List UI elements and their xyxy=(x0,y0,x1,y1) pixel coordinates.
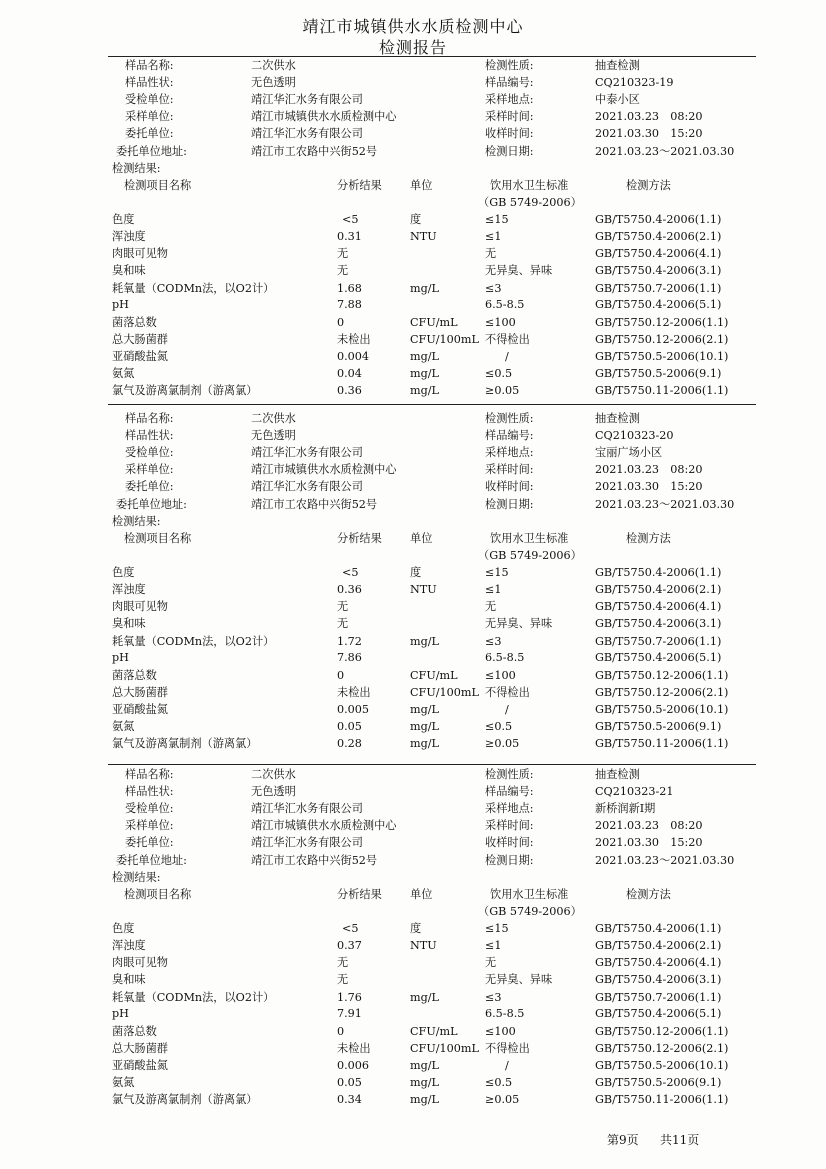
row-result-value: 7.91 xyxy=(337,1007,362,1020)
sampling-time-value: 2021.03.23 08:20 xyxy=(595,819,703,832)
row-result-value: 0.36 xyxy=(337,384,362,397)
row-method: GB/T5750.4-2006(2.1) xyxy=(595,230,722,243)
row-item-name: 浑浊度 xyxy=(112,583,146,596)
row-unit: mg/L xyxy=(410,1076,439,1089)
row-result-value: 无 xyxy=(337,247,349,260)
row-item-name: 亚硝酸盐氮 xyxy=(112,350,168,363)
row-unit: mg/L xyxy=(410,635,439,648)
results-label: 检测结果: xyxy=(112,515,161,528)
report-subtitle: 检测报告 xyxy=(378,38,447,57)
column-header-item: 检测项目名称 xyxy=(124,888,192,901)
column-header-result: 分析结果 xyxy=(337,532,382,545)
sampling-time-label: 采样时间: xyxy=(485,463,534,476)
sample-state-value: 无色透明 xyxy=(251,76,296,89)
row-item-name: 氨氮 xyxy=(112,367,135,380)
sampling-site-label: 采样地点: xyxy=(485,93,534,106)
row-item-name: pH xyxy=(112,651,129,664)
row-standard: 6.5-8.5 xyxy=(485,651,525,664)
row-standard: ≤15 xyxy=(485,922,509,935)
row-method: GB/T5750.12-2006(1.1) xyxy=(595,1025,729,1038)
receipt-time-label: 收样时间: xyxy=(485,836,534,849)
client-unit-value: 靖江华汇水务有限公司 xyxy=(251,836,363,849)
row-item-name: 耗氧量（CODMn法，以O2计） xyxy=(112,282,275,295)
inspected-unit-label: 受检单位: xyxy=(125,446,174,459)
client-address-label: 委托单位地址: xyxy=(116,498,187,511)
receipt-time-value: 2021.03.30 15:20 xyxy=(595,836,703,849)
row-method: GB/T5750.4-2006(1.1) xyxy=(595,566,722,579)
sampling-site-value: 新桥润新Ⅰ期 xyxy=(595,802,656,815)
inspected-unit-value: 靖江华汇水务有限公司 xyxy=(251,802,363,815)
row-item-name: 耗氧量（CODMn法，以O2计） xyxy=(112,991,275,1004)
row-standard: ≤0.5 xyxy=(485,720,513,733)
sample-section xyxy=(0,768,826,1122)
row-unit: CFU/mL xyxy=(410,669,458,682)
row-method: GB/T5750.4-2006(4.1) xyxy=(595,956,722,969)
sampling-unit-label: 采样单位: xyxy=(125,463,174,476)
column-header-standard-ref: （GB 5749-2006） xyxy=(478,196,582,209)
row-standard: ≥0.05 xyxy=(485,737,520,750)
row-result-value: 无 xyxy=(337,617,349,630)
row-result-value: 1.76 xyxy=(337,991,362,1004)
row-unit: mg/L xyxy=(410,282,439,295)
row-unit: mg/L xyxy=(410,703,439,716)
row-standard: ≤0.5 xyxy=(485,1076,513,1089)
test-nature-label: 检测性质: xyxy=(485,412,534,425)
row-result-value: 未检出 xyxy=(337,333,371,346)
results-label: 检测结果: xyxy=(112,871,161,884)
row-item-name: 浑浊度 xyxy=(112,939,146,952)
row-result-value: 0.36 xyxy=(337,583,362,596)
row-item-name: 臭和味 xyxy=(112,973,146,986)
results-label: 检测结果: xyxy=(112,162,161,175)
row-result-value: 7.86 xyxy=(337,651,362,664)
row-standard: 6.5-8.5 xyxy=(485,1007,525,1020)
row-method: GB/T5750.4-2006(4.1) xyxy=(595,600,722,613)
row-standard: 无 xyxy=(485,600,497,613)
sample-name-value: 二次供水 xyxy=(251,59,296,72)
row-item-name: 浑浊度 xyxy=(112,230,146,243)
test-nature-label: 检测性质: xyxy=(485,768,534,781)
row-method: GB/T5750.5-2006(9.1) xyxy=(595,367,722,380)
sample-name-value: 二次供水 xyxy=(251,768,296,781)
column-header-result: 分析结果 xyxy=(337,888,382,901)
row-method: GB/T5750.4-2006(2.1) xyxy=(595,939,722,952)
column-header-standard: 饮用水卫生标准 xyxy=(490,532,569,545)
row-item-name: 色度 xyxy=(112,922,135,935)
row-result-value: 1.72 xyxy=(337,635,362,648)
row-method: GB/T5750.12-2006(1.1) xyxy=(595,669,729,682)
row-standard: ≤1 xyxy=(485,230,502,243)
row-unit: mg/L xyxy=(410,384,439,397)
row-method: GB/T5750.4-2006(3.1) xyxy=(595,264,722,277)
test-nature-value: 抽查检测 xyxy=(595,59,640,72)
column-header-item: 检测项目名称 xyxy=(124,179,192,192)
sample-state-label: 样品性状: xyxy=(125,76,174,89)
row-item-name: 色度 xyxy=(112,213,135,226)
row-item-name: 菌落总数 xyxy=(112,316,157,329)
row-standard: ≤0.5 xyxy=(485,367,513,380)
row-method: GB/T5750.11-2006(1.1) xyxy=(595,384,729,397)
row-item-name: 总大肠菌群 xyxy=(112,1042,168,1055)
column-header-result: 分析结果 xyxy=(337,179,382,192)
row-item-name: pH xyxy=(112,298,129,311)
row-result-value: 无 xyxy=(337,973,349,986)
test-date-value: 2021.03.23～2021.03.30 xyxy=(595,498,735,511)
row-method: GB/T5750.12-2006(2.1) xyxy=(595,333,729,346)
sampling-unit-value: 靖江市城镇供水水质检测中心 xyxy=(251,463,397,476)
row-standard: ≥0.05 xyxy=(485,384,520,397)
row-item-name: 氨氮 xyxy=(112,1076,135,1089)
row-unit: CFU/100mL xyxy=(410,1042,479,1055)
receipt-time-label: 收样时间: xyxy=(485,127,534,140)
row-result-value: <5 xyxy=(342,922,359,935)
row-standard: 不得检出 xyxy=(485,1042,530,1055)
row-item-name: 总大肠菌群 xyxy=(112,333,168,346)
column-header-standard-ref: （GB 5749-2006） xyxy=(478,549,582,562)
row-standard: ≤100 xyxy=(485,669,516,682)
inspected-unit-label: 受检单位: xyxy=(125,93,174,106)
row-unit: mg/L xyxy=(410,367,439,380)
sample-state-value: 无色透明 xyxy=(251,429,296,442)
row-result-value: 0.31 xyxy=(337,230,362,243)
row-standard: ≤3 xyxy=(485,991,502,1004)
sampling-time-label: 采样时间: xyxy=(485,819,534,832)
row-method: GB/T5750.11-2006(1.1) xyxy=(595,737,729,750)
row-result-value: 未检出 xyxy=(337,1042,371,1055)
sample-name-label: 样品名称: xyxy=(125,412,174,425)
row-item-name: 菌落总数 xyxy=(112,1025,157,1038)
row-method: GB/T5750.4-2006(1.1) xyxy=(595,213,722,226)
client-unit-label: 委托单位: xyxy=(125,127,174,140)
row-standard: 无异臭、异味 xyxy=(485,264,553,277)
sample-state-label: 样品性状: xyxy=(125,429,174,442)
receipt-time-value: 2021.03.30 15:20 xyxy=(595,127,703,140)
row-unit: mg/L xyxy=(410,720,439,733)
client-address-value: 靖江市工农路中兴街52号 xyxy=(251,145,378,158)
row-result-value: 未检出 xyxy=(337,686,371,699)
row-method: GB/T5750.4-2006(3.1) xyxy=(595,973,722,986)
row-unit: mg/L xyxy=(410,991,439,1004)
page-number: 第9页 xyxy=(607,1133,639,1147)
test-date-label: 检测日期: xyxy=(485,854,534,867)
sample-section xyxy=(0,59,826,413)
row-unit: NTU xyxy=(410,230,437,243)
row-method: GB/T5750.5-2006(10.1) xyxy=(595,350,729,363)
row-method: GB/T5750.7-2006(1.1) xyxy=(595,991,722,1004)
column-header-standard: 饮用水卫生标准 xyxy=(490,179,569,192)
row-method: GB/T5750.7-2006(1.1) xyxy=(595,635,722,648)
column-header-method: 检测方法 xyxy=(626,532,671,545)
row-unit: CFU/100mL xyxy=(410,333,479,346)
row-result-value: 无 xyxy=(337,956,349,969)
client-address-label: 委托单位地址: xyxy=(116,854,187,867)
column-header-item: 检测项目名称 xyxy=(124,532,192,545)
row-unit: mg/L xyxy=(410,1093,439,1106)
row-method: GB/T5750.4-2006(2.1) xyxy=(595,583,722,596)
test-nature-value: 抽查检测 xyxy=(595,412,640,425)
row-method: GB/T5750.12-2006(2.1) xyxy=(595,686,729,699)
row-unit: CFU/mL xyxy=(410,1025,458,1038)
row-standard: / xyxy=(505,350,509,363)
row-unit: NTU xyxy=(410,583,437,596)
sampling-site-value: 宝丽广场小区 xyxy=(595,446,663,459)
sample-no-value: CQ210323-20 xyxy=(595,429,674,442)
page-total: 共11页 xyxy=(660,1133,700,1147)
row-item-name: 亚硝酸盐氮 xyxy=(112,703,168,716)
sample-no-label: 样品编号: xyxy=(485,785,534,798)
row-method: GB/T5750.4-2006(5.1) xyxy=(595,298,722,311)
client-unit-label: 委托单位: xyxy=(125,480,174,493)
row-item-name: 菌落总数 xyxy=(112,669,157,682)
test-nature-label: 检测性质: xyxy=(485,59,534,72)
row-item-name: pH xyxy=(112,1007,129,1020)
row-method: GB/T5750.12-2006(2.1) xyxy=(595,1042,729,1055)
client-unit-label: 委托单位: xyxy=(125,836,174,849)
row-result-value: 0 xyxy=(337,316,345,329)
row-item-name: 氯气及游离氯制剂（游离氯） xyxy=(112,1093,258,1106)
sample-no-value: CQ210323-19 xyxy=(595,76,674,89)
row-method: GB/T5750.4-2006(5.1) xyxy=(595,651,722,664)
row-unit: CFU/mL xyxy=(410,316,458,329)
row-result-value: 无 xyxy=(337,600,349,613)
row-standard: 无 xyxy=(485,956,497,969)
row-item-name: 肉眼可见物 xyxy=(112,956,168,969)
row-result-value: 1.68 xyxy=(337,282,362,295)
row-result-value: <5 xyxy=(342,566,359,579)
row-item-name: 氨氮 xyxy=(112,720,135,733)
row-result-value: 0.004 xyxy=(337,350,370,363)
client-address-label: 委托单位地址: xyxy=(116,145,187,158)
row-unit: 度 xyxy=(410,213,422,226)
row-method: GB/T5750.11-2006(1.1) xyxy=(595,1093,729,1106)
sampling-unit-label: 采样单位: xyxy=(125,819,174,832)
row-method: GB/T5750.4-2006(3.1) xyxy=(595,617,722,630)
row-result-value: 0 xyxy=(337,1025,345,1038)
sample-section xyxy=(0,412,826,766)
row-method: GB/T5750.5-2006(9.1) xyxy=(595,1076,722,1089)
sampling-unit-value: 靖江市城镇供水水质检测中心 xyxy=(251,819,397,832)
row-method: GB/T5750.5-2006(9.1) xyxy=(595,720,722,733)
row-unit: 度 xyxy=(410,922,422,935)
column-header-unit: 单位 xyxy=(410,888,433,901)
column-header-standard: 饮用水卫生标准 xyxy=(490,888,569,901)
test-date-label: 检测日期: xyxy=(485,145,534,158)
row-result-value: 0.005 xyxy=(337,703,370,716)
row-result-value: 7.88 xyxy=(337,298,362,311)
column-header-unit: 单位 xyxy=(410,532,433,545)
row-method: GB/T5750.12-2006(1.1) xyxy=(595,316,729,329)
column-header-method: 检测方法 xyxy=(626,179,671,192)
row-result-value: 无 xyxy=(337,264,349,277)
row-method: GB/T5750.7-2006(1.1) xyxy=(595,282,722,295)
sample-no-label: 样品编号: xyxy=(485,429,534,442)
row-standard: 不得检出 xyxy=(485,686,530,699)
sampling-unit-value: 靖江市城镇供水水质检测中心 xyxy=(251,110,397,123)
client-address-value: 靖江市工农路中兴街52号 xyxy=(251,498,378,511)
row-standard: ≤3 xyxy=(485,635,502,648)
row-standard: 无 xyxy=(485,247,497,260)
row-method: GB/T5750.4-2006(1.1) xyxy=(595,922,722,935)
row-result-value: 0.04 xyxy=(337,367,362,380)
row-item-name: 肉眼可见物 xyxy=(112,247,168,260)
sampling-time-value: 2021.03.23 08:20 xyxy=(595,110,703,123)
sampling-site-value: 中泰小区 xyxy=(595,93,640,106)
row-standard: ≥0.05 xyxy=(485,1093,520,1106)
row-standard: ≤100 xyxy=(485,1025,516,1038)
row-method: GB/T5750.5-2006(10.1) xyxy=(595,1059,729,1072)
column-header-standard-ref: （GB 5749-2006） xyxy=(478,905,582,918)
sampling-time-label: 采样时间: xyxy=(485,110,534,123)
inspected-unit-value: 靖江华汇水务有限公司 xyxy=(251,446,363,459)
row-standard: ≤1 xyxy=(485,939,502,952)
inspected-unit-value: 靖江华汇水务有限公司 xyxy=(251,93,363,106)
row-standard: / xyxy=(505,703,509,716)
report-title: 靖江市城镇供水水质检测中心 xyxy=(302,17,524,36)
row-result-value: <5 xyxy=(342,213,359,226)
test-date-label: 检测日期: xyxy=(485,498,534,511)
row-standard: 无异臭、异味 xyxy=(485,617,553,630)
sample-name-label: 样品名称: xyxy=(125,59,174,72)
row-item-name: 臭和味 xyxy=(112,264,146,277)
row-standard: ≤1 xyxy=(485,583,502,596)
row-item-name: 肉眼可见物 xyxy=(112,600,168,613)
sampling-time-value: 2021.03.23 08:20 xyxy=(595,463,703,476)
row-result-value: 0.05 xyxy=(337,1076,362,1089)
row-unit: NTU xyxy=(410,939,437,952)
row-item-name: 臭和味 xyxy=(112,617,146,630)
row-result-value: 0.05 xyxy=(337,720,362,733)
client-unit-value: 靖江华汇水务有限公司 xyxy=(251,480,363,493)
column-header-unit: 单位 xyxy=(410,179,433,192)
column-header-method: 检测方法 xyxy=(626,888,671,901)
sample-name-value: 二次供水 xyxy=(251,412,296,425)
row-item-name: 总大肠菌群 xyxy=(112,686,168,699)
row-unit: mg/L xyxy=(410,737,439,750)
row-item-name: 亚硝酸盐氮 xyxy=(112,1059,168,1072)
row-standard: ≤100 xyxy=(485,316,516,329)
test-date-value: 2021.03.23～2021.03.30 xyxy=(595,145,735,158)
row-standard: 无异臭、异味 xyxy=(485,973,553,986)
row-result-value: 0 xyxy=(337,669,345,682)
client-unit-value: 靖江华汇水务有限公司 xyxy=(251,127,363,140)
sampling-site-label: 采样地点: xyxy=(485,446,534,459)
inspected-unit-label: 受检单位: xyxy=(125,802,174,815)
row-standard: 不得检出 xyxy=(485,333,530,346)
test-nature-value: 抽查检测 xyxy=(595,768,640,781)
row-result-value: 0.006 xyxy=(337,1059,370,1072)
test-date-value: 2021.03.23～2021.03.30 xyxy=(595,854,735,867)
sample-no-value: CQ210323-21 xyxy=(595,785,674,798)
row-result-value: 0.34 xyxy=(337,1093,362,1106)
sample-no-label: 样品编号: xyxy=(485,76,534,89)
divider-line xyxy=(108,56,756,57)
row-item-name: 氯气及游离氯制剂（游离氯） xyxy=(112,737,258,750)
row-method: GB/T5750.4-2006(4.1) xyxy=(595,247,722,260)
row-unit: CFU/100mL xyxy=(410,686,479,699)
row-result-value: 0.28 xyxy=(337,737,362,750)
sample-state-value: 无色透明 xyxy=(251,785,296,798)
row-method: GB/T5750.5-2006(10.1) xyxy=(595,703,729,716)
receipt-time-value: 2021.03.30 15:20 xyxy=(595,480,703,493)
row-unit: mg/L xyxy=(410,350,439,363)
sampling-unit-label: 采样单位: xyxy=(125,110,174,123)
row-unit: 度 xyxy=(410,566,422,579)
row-method: GB/T5750.4-2006(5.1) xyxy=(595,1007,722,1020)
sample-state-label: 样品性状: xyxy=(125,785,174,798)
row-item-name: 氯气及游离氯制剂（游离氯） xyxy=(112,384,258,397)
row-item-name: 耗氧量（CODMn法，以O2计） xyxy=(112,635,275,648)
sample-name-label: 样品名称: xyxy=(125,768,174,781)
row-standard: ≤15 xyxy=(485,566,509,579)
row-unit: mg/L xyxy=(410,1059,439,1072)
row-result-value: 0.37 xyxy=(337,939,362,952)
row-standard: 6.5-8.5 xyxy=(485,298,525,311)
row-item-name: 色度 xyxy=(112,566,135,579)
row-standard: ≤3 xyxy=(485,282,502,295)
receipt-time-label: 收样时间: xyxy=(485,480,534,493)
row-standard: ≤15 xyxy=(485,213,509,226)
client-address-value: 靖江市工农路中兴街52号 xyxy=(251,854,378,867)
sampling-site-label: 采样地点: xyxy=(485,802,534,815)
row-standard: / xyxy=(505,1059,509,1072)
